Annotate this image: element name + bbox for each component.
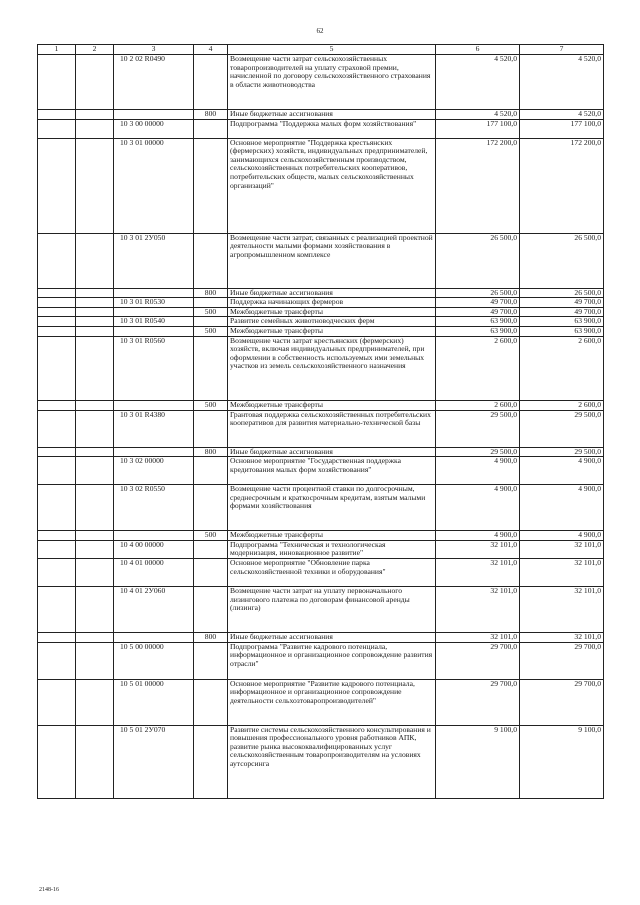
expense-type [194, 119, 228, 138]
amount-col7: 9 100,0 [520, 725, 604, 798]
table-row [38, 400, 604, 410]
cell-col2 [76, 55, 114, 110]
expense-type [194, 457, 228, 485]
expense-type [194, 138, 228, 233]
cell-col1 [38, 110, 76, 120]
table-row [38, 110, 604, 120]
item-name: Межбюджетные трансферты [228, 326, 436, 336]
cell-col2 [76, 400, 114, 410]
cell-col2 [76, 632, 114, 642]
budget-code: 10 3 00 00000 [114, 119, 194, 138]
item-name: Возмещение части процентной ставки по долгосрочным, среднесрочным и краткосрочным кредитам, взятым малыми формами хозяйствования [228, 485, 436, 531]
column-number: 2 [76, 45, 114, 55]
item-name: Грантовая поддержка сельскохозяйственных потребительских кооперативов для развития материально-технической базы [228, 410, 436, 447]
cell-col2 [76, 540, 114, 558]
amount-col6: 26 500,0 [436, 288, 520, 298]
amount-col7: 2 600,0 [520, 336, 604, 400]
item-name: Подпрограмма "Поддержка малых форм хозяйствования" [228, 119, 436, 138]
cell-col1 [38, 485, 76, 531]
amount-col6: 32 101,0 [436, 540, 520, 558]
table-row [38, 298, 604, 308]
amount-col6: 32 101,0 [436, 586, 520, 632]
cell-col1 [38, 326, 76, 336]
table-row [38, 447, 604, 457]
cell-col1 [38, 540, 76, 558]
expense-type: 500 [194, 531, 228, 541]
table-row [38, 540, 604, 558]
cell-col2 [76, 119, 114, 138]
table-row [38, 119, 604, 138]
amount-col7: 4 520,0 [520, 110, 604, 120]
expense-type: 500 [194, 326, 228, 336]
cell-col2 [76, 586, 114, 632]
expense-type [194, 336, 228, 400]
amount-col6: 29 700,0 [436, 679, 520, 725]
budget-code: 10 3 02 00000 [114, 457, 194, 485]
budget-code: 10 4 01 00000 [114, 558, 194, 586]
expense-type [194, 725, 228, 798]
item-name: Межбюджетные трансферты [228, 307, 436, 317]
table-row [38, 642, 604, 679]
amount-col6: 4 900,0 [436, 531, 520, 541]
amount-col6: 4 520,0 [436, 110, 520, 120]
table-row [38, 410, 604, 447]
amount-col7: 32 101,0 [520, 558, 604, 586]
amount-col7: 32 101,0 [520, 586, 604, 632]
budget-table [37, 44, 604, 799]
amount-col6: 26 500,0 [436, 233, 520, 288]
column-number: 6 [436, 45, 520, 55]
amount-col6: 177 100,0 [436, 119, 520, 138]
budget-code: 10 4 00 00000 [114, 540, 194, 558]
cell-col1 [38, 138, 76, 233]
item-name: Иные бюджетные ассигнования [228, 288, 436, 298]
expense-type: 500 [194, 400, 228, 410]
cell-col1 [38, 233, 76, 288]
column-number: 3 [114, 45, 194, 55]
item-name: Межбюджетные трансферты [228, 531, 436, 541]
amount-col7: 177 100,0 [520, 119, 604, 138]
amount-col7: 63 900,0 [520, 317, 604, 327]
cell-col2 [76, 457, 114, 485]
expense-type [194, 558, 228, 586]
amount-col7: 29 700,0 [520, 679, 604, 725]
column-number: 4 [194, 45, 228, 55]
cell-col2 [76, 410, 114, 447]
cell-col1 [38, 558, 76, 586]
budget-code: 10 4 01 2У060 [114, 586, 194, 632]
table-row [38, 457, 604, 485]
expense-type: 800 [194, 447, 228, 457]
amount-col7: 32 101,0 [520, 632, 604, 642]
budget-code [114, 632, 194, 642]
column-number: 5 [228, 45, 436, 55]
cell-col2 [76, 233, 114, 288]
item-name: Иные бюджетные ассигнования [228, 632, 436, 642]
amount-col7: 63 900,0 [520, 326, 604, 336]
budget-code [114, 288, 194, 298]
budget-code: 10 3 01 R0540 [114, 317, 194, 327]
expense-type: 800 [194, 632, 228, 642]
table-row [38, 326, 604, 336]
cell-col1 [38, 336, 76, 400]
expense-type [194, 642, 228, 679]
budget-code: 10 5 00 00000 [114, 642, 194, 679]
cell-col2 [76, 447, 114, 457]
expense-type [194, 540, 228, 558]
budget-code [114, 531, 194, 541]
cell-col1 [38, 55, 76, 110]
cell-col1 [38, 447, 76, 457]
budget-code: 10 3 01 R0530 [114, 298, 194, 308]
amount-col6: 49 700,0 [436, 298, 520, 308]
column-number: 7 [520, 45, 604, 55]
amount-col7: 2 600,0 [520, 400, 604, 410]
amount-col6: 4 520,0 [436, 55, 520, 110]
expense-type: 800 [194, 110, 228, 120]
expense-type [194, 410, 228, 447]
cell-col2 [76, 679, 114, 725]
amount-col6: 63 900,0 [436, 326, 520, 336]
cell-col2 [76, 288, 114, 298]
budget-code [114, 110, 194, 120]
cell-col1 [38, 457, 76, 485]
amount-col7: 4 900,0 [520, 485, 604, 531]
amount-col6: 29 500,0 [436, 447, 520, 457]
amount-col7: 49 700,0 [520, 307, 604, 317]
item-name: Возмещение части затрат, связанных с реализацией проектной деятельности малыми формами хозяйствования в агропромышленном комплексе [228, 233, 436, 288]
cell-col1 [38, 298, 76, 308]
cell-col2 [76, 326, 114, 336]
table-row [38, 233, 604, 288]
amount-col6: 4 900,0 [436, 485, 520, 531]
table-row [38, 288, 604, 298]
cell-col1 [38, 531, 76, 541]
cell-col2 [76, 336, 114, 400]
page-number: 62 [316, 27, 324, 35]
budget-code [114, 400, 194, 410]
table-row [38, 307, 604, 317]
column-number: 1 [38, 45, 76, 55]
cell-col2 [76, 531, 114, 541]
cell-col2 [76, 138, 114, 233]
budget-code: 10 2 02 R0490 [114, 55, 194, 110]
amount-col6: 32 101,0 [436, 632, 520, 642]
item-name: Развитие семейных животноводческих ферм [228, 317, 436, 327]
expense-type: 500 [194, 307, 228, 317]
budget-code: 10 3 01 00000 [114, 138, 194, 233]
expense-type [194, 233, 228, 288]
amount-col7: 4 900,0 [520, 457, 604, 485]
item-name: Иные бюджетные ассигнования [228, 110, 436, 120]
item-name: Основное мероприятие "Государственная поддержка кредитования малых форм хозяйствования" [228, 457, 436, 485]
amount-col7: 29 500,0 [520, 447, 604, 457]
amount-col6: 49 700,0 [436, 307, 520, 317]
budget-code: 10 3 01 R4380 [114, 410, 194, 447]
cell-col1 [38, 307, 76, 317]
amount-col6: 29 500,0 [436, 410, 520, 447]
amount-col6: 4 900,0 [436, 457, 520, 485]
budget-code [114, 307, 194, 317]
amount-col7: 26 500,0 [520, 288, 604, 298]
expense-type [194, 298, 228, 308]
item-name: Возмещение части затрат на уплату первоначального лизингового платежа по договорам финансовой аренды (лизинга) [228, 586, 436, 632]
cell-col1 [38, 632, 76, 642]
expense-type [194, 317, 228, 327]
cell-col1 [38, 410, 76, 447]
cell-col2 [76, 317, 114, 327]
expense-type: 800 [194, 288, 228, 298]
item-name: Развитие системы сельскохозяйственного консультирования и повышения профессионального уровня работников АПК, развитие рынка высококвалифицированных услуг сельскохозяйственным товаропроизводителям на условиях аутсорсинга [228, 725, 436, 798]
table-row [38, 586, 604, 632]
item-name: Основное мероприятие "Развитие кадрового потенциала, информационное и организационное сопровождение деятельности сельхозтоваропроизводителей" [228, 679, 436, 725]
cell-col1 [38, 586, 76, 632]
table-row [38, 138, 604, 233]
item-name: Подпрограмма "Развитие кадрового потенциала, информационное и организационное сопровождение развития отрасли" [228, 642, 436, 679]
table-row [38, 55, 604, 110]
budget-code [114, 326, 194, 336]
column-number-row [38, 45, 604, 55]
amount-col6: 32 101,0 [436, 558, 520, 586]
cell-col1 [38, 642, 76, 679]
amount-col7: 49 700,0 [520, 298, 604, 308]
document-code: 2148-16 [39, 887, 59, 893]
item-name: Возмещение части затрат крестьянских (фермерских) хозяйств, включая индивидуальных предпринимателей, при оформлении в собственность используемых ими земельных участков из земель сельскохозяйственного назначения [228, 336, 436, 400]
amount-col7: 4 520,0 [520, 55, 604, 110]
amount-col6: 63 900,0 [436, 317, 520, 327]
amount-col7: 26 500,0 [520, 233, 604, 288]
cell-col2 [76, 642, 114, 679]
cell-col1 [38, 400, 76, 410]
amount-col6: 29 700,0 [436, 642, 520, 679]
item-name: Поддержка начинающих фермеров [228, 298, 436, 308]
table-row [38, 679, 604, 725]
budget-code: 10 3 01 R0560 [114, 336, 194, 400]
item-name: Подпрограмма "Техническая и технологическая модернизация, инновационное развитие" [228, 540, 436, 558]
expense-type [194, 586, 228, 632]
cell-col1 [38, 288, 76, 298]
item-name: Основное мероприятие "Поддержка крестьянских (фермерских) хозяйств, индивидуальных предпринимателей, занимающихся сельскохозяйственным производством, сельскохозяйственных потребительских кооперативов, потребительских обществ, малых сельскохозяйственных организаций" [228, 138, 436, 233]
expense-type [194, 679, 228, 725]
table-row [38, 558, 604, 586]
cell-col2 [76, 110, 114, 120]
cell-col1 [38, 679, 76, 725]
item-name: Основное мероприятие "Обновление парка сельскохозяйственной техники и оборудования" [228, 558, 436, 586]
budget-code: 10 3 02 R0550 [114, 485, 194, 531]
budget-code: 10 3 01 2У050 [114, 233, 194, 288]
table-row [38, 317, 604, 327]
item-name: Межбюджетные трансферты [228, 400, 436, 410]
item-name: Возмещение части затрат сельскохозяйственных товаропроизводителей на уплату страховой премии, начисленной по договору сельскохозяйственного страхования в области животноводства [228, 55, 436, 110]
amount-col7: 4 900,0 [520, 531, 604, 541]
budget-code: 10 5 01 00000 [114, 679, 194, 725]
expense-type [194, 485, 228, 531]
cell-col1 [38, 725, 76, 798]
amount-col6: 2 600,0 [436, 400, 520, 410]
budget-code [114, 447, 194, 457]
amount-col6: 9 100,0 [436, 725, 520, 798]
amount-col6: 172 200,0 [436, 138, 520, 233]
amount-col7: 29 700,0 [520, 642, 604, 679]
table-row [38, 336, 604, 400]
cell-col2 [76, 485, 114, 531]
item-name: Иные бюджетные ассигнования [228, 447, 436, 457]
cell-col2 [76, 558, 114, 586]
budget-code: 10 5 01 2У070 [114, 725, 194, 798]
table-row [38, 531, 604, 541]
cell-col2 [76, 307, 114, 317]
amount-col6: 2 600,0 [436, 336, 520, 400]
table-row [38, 725, 604, 798]
cell-col1 [38, 119, 76, 138]
amount-col7: 32 101,0 [520, 540, 604, 558]
cell-col2 [76, 725, 114, 798]
cell-col1 [38, 317, 76, 327]
amount-col7: 172 200,0 [520, 138, 604, 233]
amount-col7: 29 500,0 [520, 410, 604, 447]
cell-col2 [76, 298, 114, 308]
table-row [38, 485, 604, 531]
table-row [38, 632, 604, 642]
expense-type [194, 55, 228, 110]
